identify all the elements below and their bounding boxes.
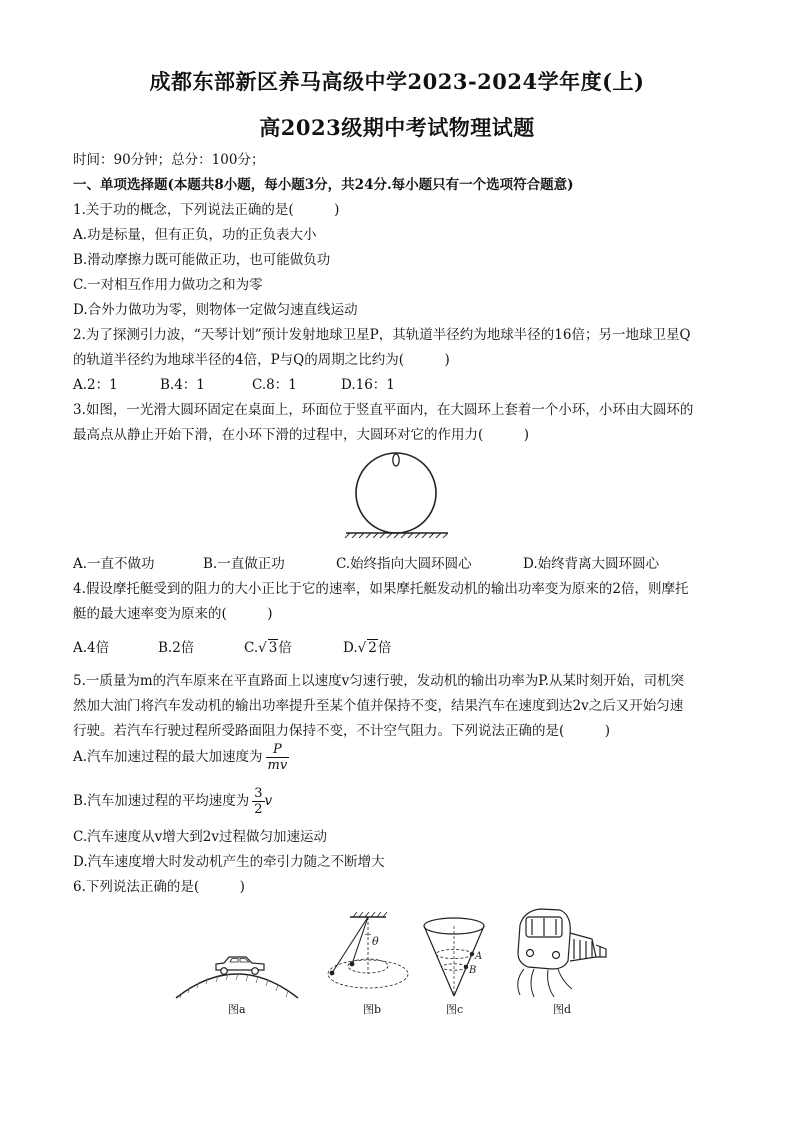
track-curves	[518, 969, 572, 997]
q5-a-text: A.汽车加速过程的最大加速度为	[73, 749, 263, 765]
time-info: 时间：90分钟；总分：100分；	[73, 152, 265, 168]
q4-stem-line2: 艇的最大速率变为原来的( )	[73, 606, 273, 622]
page-title-line1: 成都东部新区养马高级中学2023-2024学年度(上)	[149, 69, 645, 94]
q4-d-suffix: 倍	[377, 640, 392, 656]
q2-option-d: D.16：1	[341, 377, 395, 393]
inner-orbit	[348, 959, 388, 973]
small-ring	[393, 454, 399, 466]
q6-figure-b-conical-pendulum	[318, 912, 418, 1004]
q3-stem-line2: 最高点从静止开始下滑，在小环下滑的过程中，大圆环对它的作用力( )	[73, 427, 530, 443]
theta-label: θ	[372, 935, 379, 948]
q6-figure-d-train	[510, 905, 610, 1003]
q5-option-d: D.汽车速度增大时发动机产生的牵引力随之不断增大	[73, 854, 385, 870]
q6-figure-d-label: 图d	[553, 1003, 572, 1016]
q6-figure-a-label: 图a	[228, 1003, 246, 1016]
q5-a-denominator: mv	[267, 758, 288, 773]
q3-ring-figure	[340, 448, 455, 538]
q5-option-c: C.汽车速度从v增大到2v过程做匀加速运动	[73, 829, 327, 845]
bob-outer	[330, 971, 335, 976]
q2-stem-line1: 2.为了探测引力波，“天琴计划”预计发射地球卫星P，其轨道半径约为地球半径的16倍；另一地球卫星Q	[73, 327, 691, 343]
label-A: A	[475, 951, 483, 962]
q6-figure-c-label: 图c	[446, 1003, 464, 1016]
q3-option-b: B.一直做正功	[203, 556, 285, 572]
q5-option-b	[73, 786, 272, 817]
q1-option-c: C.一对相互作用力做功之和为零	[73, 277, 263, 293]
q4-stem-line1: 4.假设摩托艇受到的阻力的大小正比于它的速率，如果摩托艇发动机的输出功率变为原来的2倍，则摩托	[73, 581, 689, 597]
q5-b-numerator: 3	[254, 786, 263, 801]
page-title-line2: 高2023级期中考试物理试题	[259, 115, 535, 140]
q6-figure-c-cone	[420, 912, 495, 1004]
q2-option-b: B.4：1	[160, 377, 205, 393]
q3-option-a: A.一直不做功	[73, 556, 155, 572]
q5-option-a	[73, 742, 289, 773]
q4-option-a: A.4倍	[73, 640, 110, 656]
q5-a-fraction	[266, 742, 290, 773]
q4-option-d	[343, 636, 391, 656]
q1-option-b: B.滑动摩擦力既可能做正功，也可能做负功	[73, 252, 331, 268]
q3-option-d: D.始终背离大圆环圆心	[523, 556, 660, 572]
train-icon	[518, 909, 606, 969]
q2-stem-line2: 的轨道半径约为地球半径的4倍，P与Q的周期之比约为( )	[73, 352, 450, 368]
label-B: B	[469, 965, 477, 976]
cone-left-edge	[424, 926, 454, 996]
q4-option-c	[244, 636, 292, 656]
sqrt-sign: √	[258, 640, 267, 656]
q2-option-c: C.8：1	[252, 377, 297, 393]
q4-option-b: B.2倍	[158, 640, 195, 656]
sqrt-sign: √	[357, 640, 367, 656]
q4-c-prefix: C.	[244, 640, 259, 656]
q3-stem-line1: 3.如图，一光滑大圆环固定在桌面上，环面位于竖直平面内，在大圆环上套着一个小环，小环由大圆环的	[73, 402, 694, 418]
q4-d-radicand: 2	[368, 640, 377, 656]
hill-hatching	[180, 974, 288, 998]
car-icon	[216, 957, 264, 974]
q5-b-text: B.汽车加速过程的平均速度为	[73, 793, 250, 809]
q5-stem-line2: 然加大油门将汽车发动机的输出功率提升至某个值并保持不变，结果汽车在速度到达2v之后又开始匀速	[73, 698, 684, 714]
q5-b-v: v	[264, 793, 273, 809]
bob-inner	[350, 962, 355, 967]
q5-stem-line1: 5.一质量为m的汽车原来在平直路面上以速度v匀速行驶，发动机的输出功率为P.从某时刻开始，司机突	[73, 673, 684, 689]
q5-a-numerator: P	[266, 742, 290, 758]
q4-d-prefix: D.	[343, 640, 358, 656]
q4-c-suffix: 倍	[278, 640, 292, 656]
q6-figure-b-label: 图b	[363, 1003, 382, 1016]
q2-option-a: A.2：1	[73, 377, 118, 393]
q4-c-radicand: 3	[268, 640, 278, 656]
q1-option-d: D.合外力做功为零，则物体一定做匀速直线运动	[73, 302, 358, 318]
ball-B	[464, 965, 468, 969]
q5-b-fraction	[252, 786, 264, 817]
section-heading: 一、单项选择题(本题共8小题，每小题3分，共24分.每小题只有一个选项符合题意)	[73, 177, 574, 193]
q3-option-c: C.始终指向大圆环圆心	[336, 556, 472, 572]
q1-option-a: A.功是标量，但有正负，功的正负表大小	[73, 227, 317, 243]
q6-stem: 6.下列说法正确的是( )	[73, 879, 245, 895]
ball-A	[470, 952, 474, 956]
q6-figure-a-car-on-hill	[172, 948, 302, 1000]
q1-stem: 1.关于功的概念，下列说法正确的是( )	[73, 202, 340, 218]
q5-stem-line3: 行驶。若汽车行驶过程所受路面阻力保持不变，不计空气阻力。下列说法正确的是( )	[73, 723, 611, 739]
q5-b-denominator: 2	[254, 802, 263, 817]
string-inner	[352, 917, 368, 964]
